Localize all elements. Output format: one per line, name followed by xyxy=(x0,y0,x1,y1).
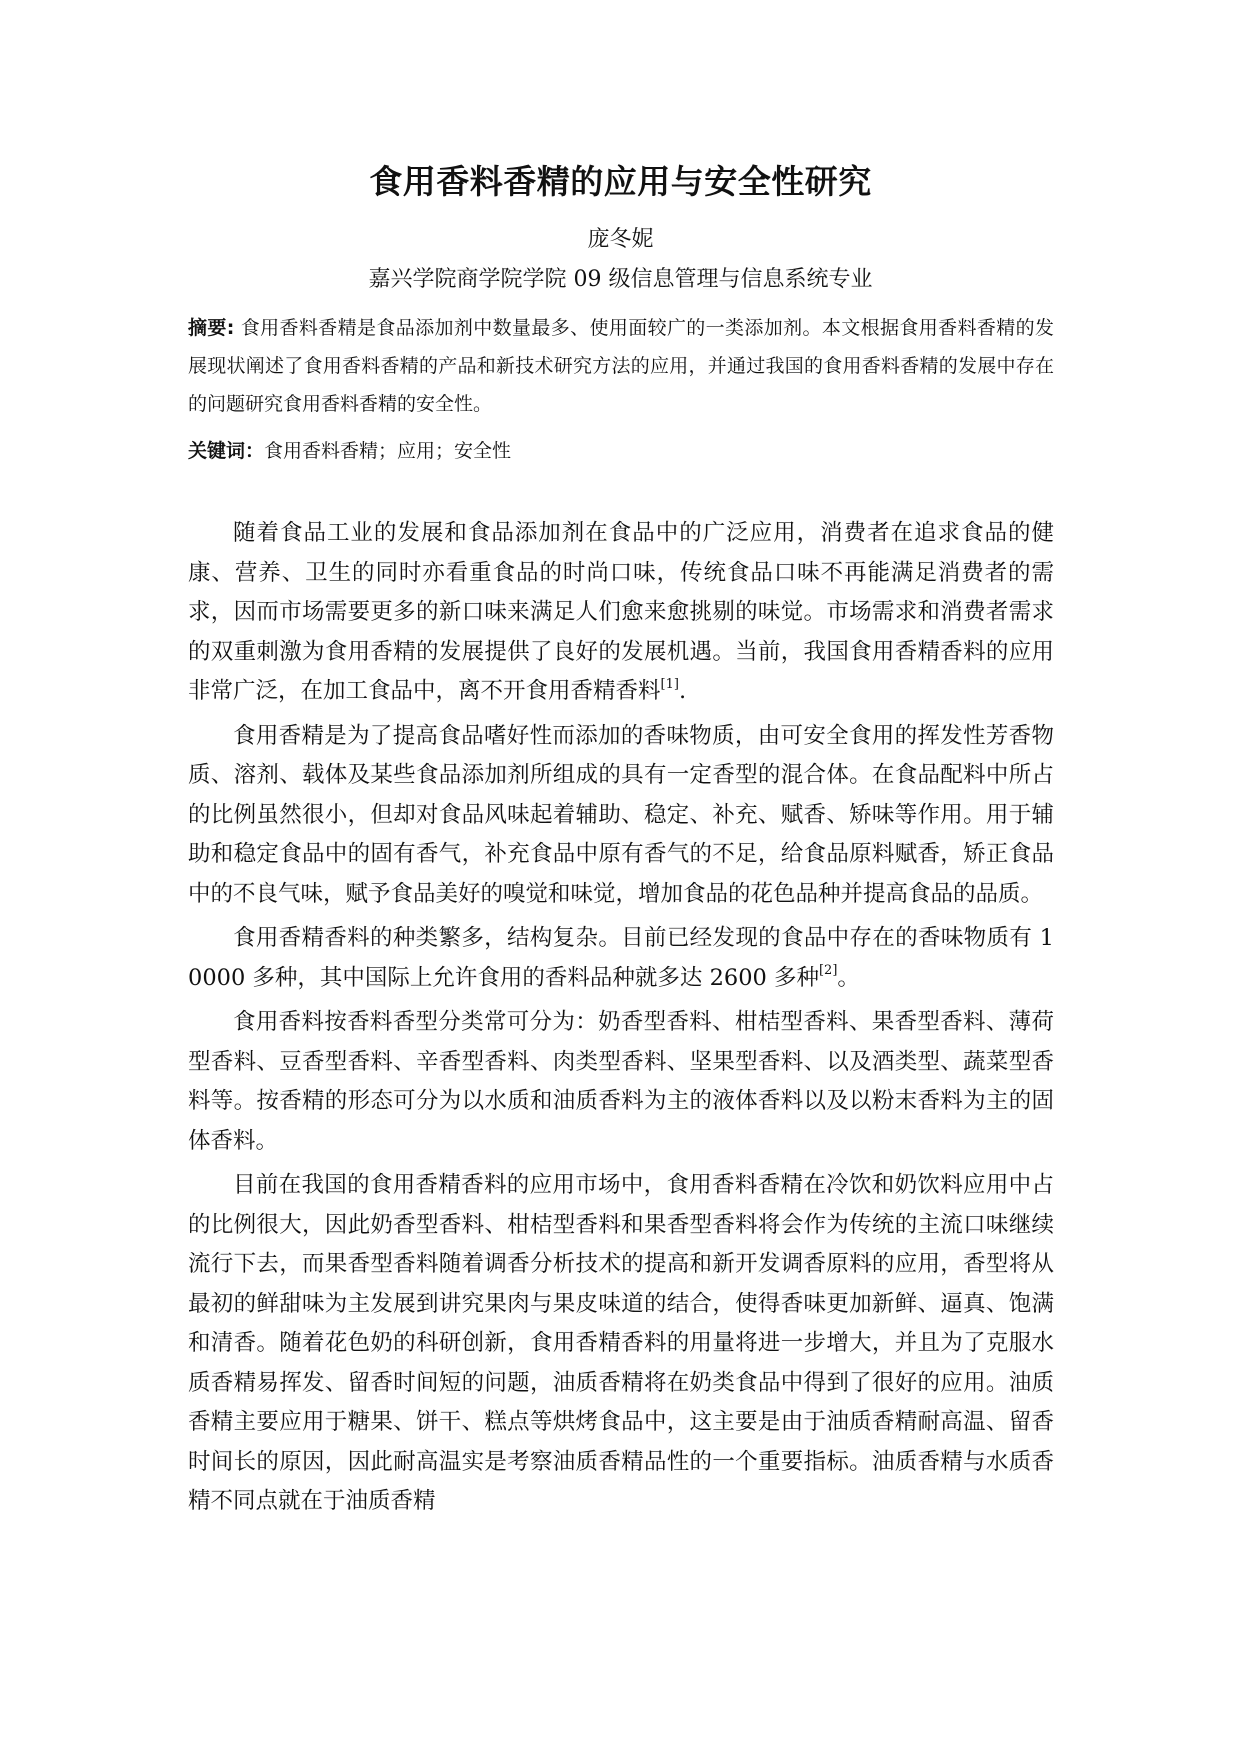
paragraph-text: 随着食品工业的发展和食品添加剂在食品中的广泛应用，消费者在追求食品的健康、营养、卫生的同时亦看重食品的时尚口味，传统食品口味不再能满足消费者的需求，因而市场需要更多的新口味来满足人们愈来愈挑剔的味觉。市场需求和消费者需求的双重刺激为食用香精的发展提供了良好的发展机遇。当前，我国食用香精香料的应用非常广泛，在加工食品中，离不开食用香精香料 xyxy=(188,520,1054,704)
keywords-section xyxy=(188,435,1054,467)
body-paragraph xyxy=(188,1003,1054,1161)
keywords-text: 食用香料香精；应用；安全性 xyxy=(264,440,512,462)
paragraph-tail: 。 xyxy=(837,964,860,991)
body-paragraph xyxy=(188,717,1054,915)
author-name: 庞冬妮 xyxy=(587,227,654,252)
page-title: 食用香料香精的应用与安全性研究 xyxy=(369,162,872,201)
body-paragraph xyxy=(188,1166,1054,1522)
citation-ref: [1] xyxy=(660,676,679,692)
paragraph-text: 食用香料按香料香型分类常可分为：奶香型香料、柑桔型香料、果香型香料、薄荷型香料、豆香型香料、辛香型香料、肉类型香料、坚果型香料、以及酒类型、蔬菜型香料等。按香精的形态可分为以水质和油质香料为主的液体香料以及以粉末香料为主的固体香料。 xyxy=(188,1009,1054,1154)
body-text xyxy=(188,514,1054,1527)
author-affiliation: 嘉兴学院商学院学院 09 级信息管理与信息系统专业 xyxy=(368,267,873,292)
paragraph-text: 目前在我国的食用香精香料的应用市场中，食用香料香精在冷饮和奶饮料应用中占的比例很大，因此奶香型香料、柑桔型香料和果香型香料将会作为传统的主流口味继续流行下去，而果香型香料随着调香分析技术的提高和新开发调香原料的应用，香型将从最初的鲜甜味为主发展到讲究果肉与果皮味道的结合，使得香味更加新鲜、逼真、饱满和清香。随着花色奶的科研创新，食用香精香料的用量将进一步增大，并且为了克服水质香精易挥发、留香时间短的问题，油质香精将在奶类食品中得到了很好的应用。油质香精主要应用于糖果、饼干、糕点等烘烤食品中，这主要是由于油质香精耐高温、留香时间长的原因，因此耐高温实是考察油质香精品性的一个重要指标。油质香精与水质香精不同点就在于油质香精 xyxy=(188,1172,1054,1514)
paragraph-text: 食用香精是为了提高食品嗜好性而添加的香味物质，由可安全食用的挥发性芳香物质、溶剂、载体及某些食品添加剂所组成的具有一定香型的混合体。在食品配料中所占的比例虽然很小，但却对食品风味起着辅助、稳定、补充、赋香、矫味等作用。用于辅助和稳定食品中的固有香气，补充食品中原有香气的不足，给食品原料赋香，矫正食品中的不良气味，赋予食品美好的嗅觉和味觉，增加食品的花色品种并提高食品的品质。 xyxy=(188,722,1054,907)
citation-ref: [2] xyxy=(818,963,838,978)
body-paragraph xyxy=(188,514,1054,712)
keywords-label: 关键词： xyxy=(188,440,265,462)
abstract-text: 食用香料香精是食品添加剂中数量最多、使用面较广的一类添加剂。本文根据食用香料香精的发展现状阐述了食用香料香精的产品和新技术研究方法的应用，并通过我国的食用香料香精的发展中存在的问题研究食用香料香精的安全性。 xyxy=(188,317,1054,415)
abstract-label-colon: : xyxy=(226,317,235,339)
paragraph-tail: . xyxy=(678,678,687,704)
abstract-section xyxy=(188,309,1054,423)
paragraph-text: 食用香精香料的种类繁多，结构复杂。目前已经发现的食品中存在的香味物质有 1 0000 多种，其中国际上允许食用的香料品种就多达 2600 多种 xyxy=(188,925,1054,991)
body-paragraph xyxy=(188,919,1054,998)
abstract-label: 摘要 xyxy=(188,317,227,339)
